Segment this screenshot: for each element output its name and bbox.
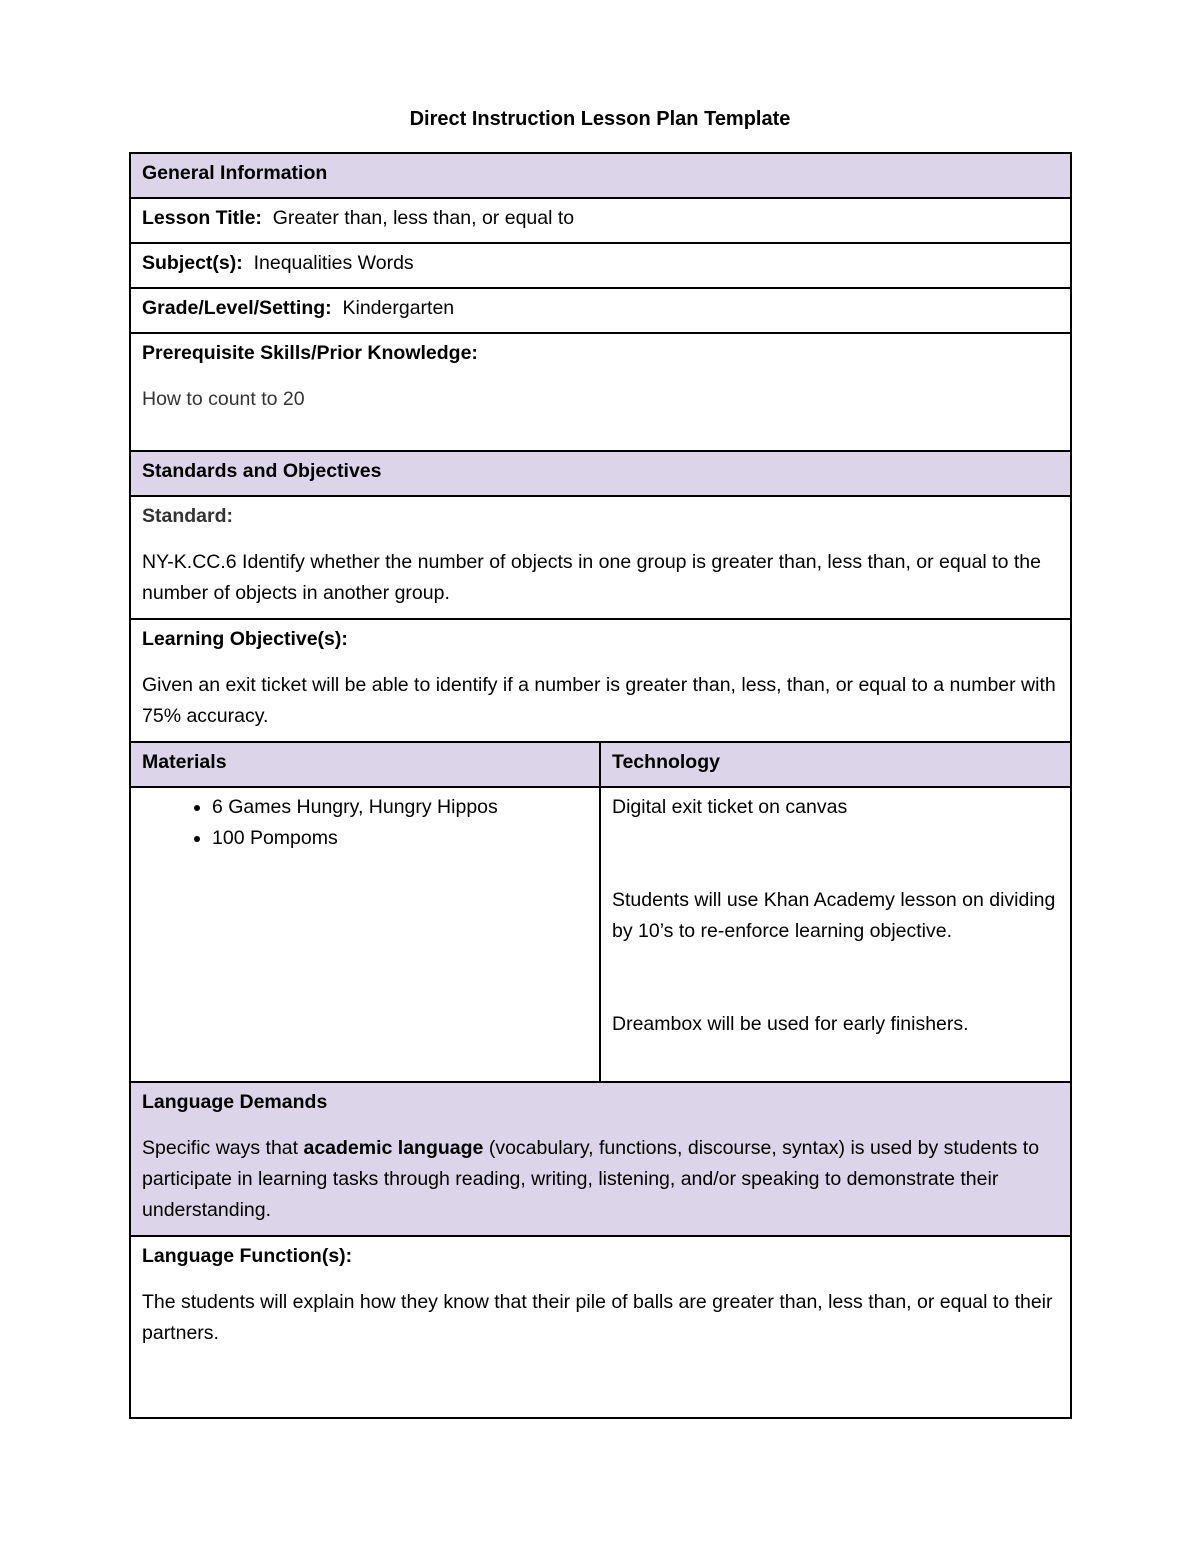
technology-cell <box>600 787 1071 1082</box>
language-functions-label: Language Function(s): <box>142 1245 353 1267</box>
standard-row <box>130 496 1071 619</box>
language-demands-text-start: Specific ways that <box>142 1137 304 1159</box>
grade-label: Grade/Level/Setting: <box>142 297 332 319</box>
language-demands-row <box>130 1082 1071 1236</box>
subject-label: Subject(s): <box>142 252 243 274</box>
general-information-header: General Information <box>142 162 328 184</box>
subject-row <box>130 243 1071 288</box>
language-functions-row <box>130 1236 1071 1418</box>
academic-language-term: academic language <box>303 1137 484 1159</box>
lesson-title-label: Lesson Title: <box>142 207 262 229</box>
language-demands-text-end: (vocabulary, functions, discourse, syntax) is used by students to participate in learning tasks through reading, writing, listening, and/or speaking to demonstrate their understanding. <box>142 1137 1040 1221</box>
list-item: • 100 Pompoms <box>212 823 588 854</box>
technology-header: Technology <box>612 751 720 773</box>
materials-header: Materials <box>142 751 227 773</box>
grade-value: Kindergarten <box>342 297 455 319</box>
lesson-title-value: Greater than, less than, or equal to <box>272 207 575 229</box>
technology-line: Students will use Khan Academy lesson on dividing by 10’s to re-enforce learning objective. <box>612 889 1056 942</box>
language-demands-text <box>142 1133 1059 1226</box>
list-item: • 6 Games Hungry, Hungry Hippos <box>212 792 588 823</box>
learning-objective-row <box>130 619 1071 742</box>
page-title: Direct Instruction Lesson Plan Template <box>409 108 791 130</box>
prerequisite-row <box>130 333 1071 451</box>
language-demands-header: Language Demands <box>142 1091 328 1113</box>
technology-line: Digital exit ticket on canvas <box>612 796 848 818</box>
language-functions-text: The students will explain how they know that their pile of balls are greater than, less than, or equal to their partners. <box>142 1291 1053 1344</box>
prerequisite-value: How to count to 20 <box>142 388 305 410</box>
grade-row <box>130 288 1071 333</box>
materials-technology-row <box>130 787 1071 1082</box>
standard-label: Standard: <box>142 505 234 527</box>
learning-objective-label: Learning Objective(s): <box>142 628 348 650</box>
materials-technology-header-row <box>130 742 1071 787</box>
lesson-title-row <box>130 198 1071 243</box>
learning-objective-text: Given an exit ticket will be able to identify if a number is greater than, less, than, or equal to a number with 75% accuracy. <box>142 674 1056 727</box>
materials-cell <box>130 787 600 1082</box>
lesson-plan-table <box>129 152 1072 1419</box>
general-information-header-row <box>130 153 1071 198</box>
standards-header: Standards and Objectives <box>142 460 382 482</box>
standard-text: NY-K.CC.6 Identify whether the number of objects in one group is greater than, less than, or equal to the number of objects in another group. <box>142 551 1041 604</box>
technology-line: Dreambox will be used for early finishers. <box>612 1013 969 1035</box>
prerequisite-label: Prerequisite Skills/Prior Knowledge: <box>142 342 478 364</box>
materials-list <box>142 792 588 854</box>
subject-value: Inequalities Words <box>253 252 414 274</box>
standards-header-row <box>130 451 1071 496</box>
